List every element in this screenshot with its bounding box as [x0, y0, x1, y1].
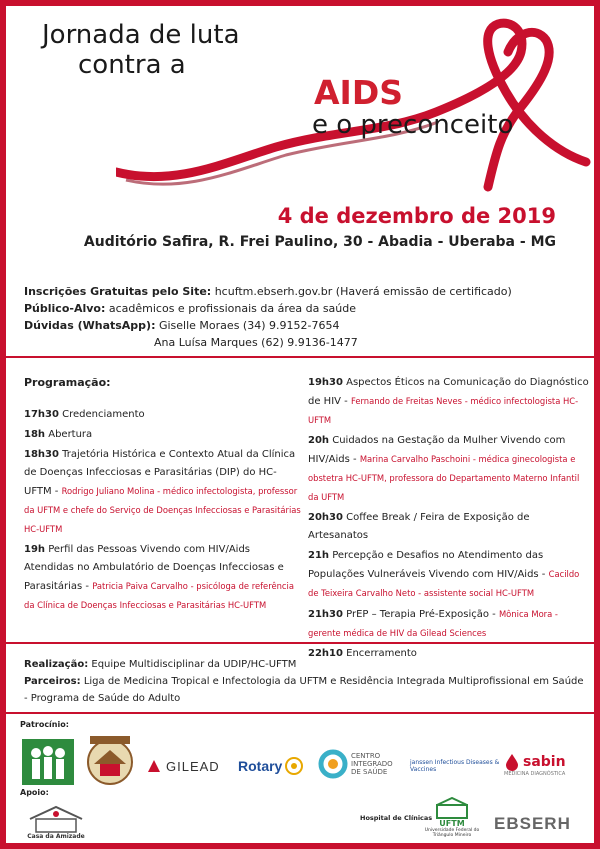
- speaker: Fernando de Freitas Neves - médico infectologista HC-UFTM: [308, 396, 579, 425]
- prog-item: 22h10 Encerramento: [308, 648, 417, 659]
- speaker: Mônica Mora - gerente médica de HIV da Gilead Sciences: [308, 609, 558, 638]
- divider-mid: [6, 642, 594, 644]
- event-title: [42, 20, 514, 140]
- prog-item: 20h30 Coffee Break / Feira de Exposição de Artesanatos: [308, 512, 530, 541]
- duvidas-value: Giselle Moraes (34) 9.9152-7654: [155, 319, 340, 332]
- centro-integrado-logo: CENTRO INTEGRADO DE SAÚDE: [318, 748, 401, 780]
- sabin-drop-icon: [504, 753, 520, 771]
- divider-bottom: [6, 712, 594, 714]
- prog-item: 19h Perfil das Pessoas Vivendo com HIV/Aids Atendidas no Ambulatório de Doenças Infecciosas e Parasitárias - Patricia Paiva Carvalho - psicóloga de referência da Clínica de Doenças Infecciosas e Parasitárias HC-UFTM: [24, 544, 294, 610]
- parceiros-label: Parceiros:: [24, 676, 81, 687]
- casa-amizade-logo: Casa da Amizade: [24, 802, 88, 842]
- prog-item: 19h30 Aspectos Éticos na Comunicação do Diagnóstico de HIV - Fernando de Freitas Neves - médico infectologista HC-UFTM: [308, 377, 589, 425]
- prog-item: 18h Abertura: [24, 429, 93, 440]
- title-line-2: contra a: [78, 50, 186, 80]
- event-date: 4 de dezembro de 2019: [277, 204, 556, 228]
- figures-logo-icon: [22, 739, 74, 785]
- publico-value: acadêmicos e profissionais da área da saúde: [105, 302, 357, 315]
- prog-item: 17h30 Credenciamento: [24, 409, 145, 420]
- inscricoes-value: hcuftm.ebserh.gov.br (Haverá emissão de certificado): [211, 285, 512, 298]
- prog-item: 21h Percepção e Desafios no Atendimento das Populações Vulneráveis Vivendo com HIV/Aids - Cacildo de Teixeira Carvalho Neto - assistente social HC-UFTM: [308, 550, 580, 598]
- patrocinio-label: Patrocínio:: [20, 720, 69, 729]
- title-line-1: Jornada de luta: [42, 20, 240, 50]
- parceiros-value: Liga de Medicina Tropical e Infectologia da UFTM e Residência Integrada Multiprofissional em Saúde - Programa de Saúde do Adulto: [24, 676, 584, 704]
- centro-integrado-icon: [318, 749, 348, 779]
- speaker: Cacildo de Teixeira Carvalho Neto - assistente social HC-UFTM: [308, 569, 580, 598]
- house-icon: [26, 805, 86, 833]
- sabin-logo: sabin MEDICINA DIAGNÓSTICA: [504, 754, 566, 777]
- speaker: Rodrigo Juliano Molina - médico infectologista, professor da UFTM e chefe do Serviço de Doenças Infecciosas e Parasitárias HC-UFTM: [24, 486, 301, 534]
- programacao-right: [308, 374, 590, 665]
- ebserh-logo: EBSERH: [494, 814, 571, 833]
- prog-item: 21h30 PrEP – Terapia Pré-Exposição - Mônica Mora - gerente médica de HIV da Gilead Sciences: [308, 609, 558, 638]
- janssen-logo: janssen Infectious Diseases & Vaccines: [410, 759, 500, 773]
- rotary-wheel-icon: [285, 757, 303, 775]
- uftm-icon: [435, 797, 469, 819]
- prog-item: 18h30 Trajetória Histórica e Contexto Atual da Clínica de Doenças Infecciosas e Parasitárias (DIP) do HC-UFTM - Rodrigo Juliano Molina - médico infectologista, professor da UFTM e chefe do Serviço de Doenças Infecciosas e Parasitárias HC-UFTM: [24, 449, 301, 534]
- programacao-title: Programação:: [24, 376, 111, 389]
- event-venue: Auditório Safira, R. Frei Paulino, 30 - Abadia - Uberaba - MG: [83, 234, 556, 250]
- title-line-3: e o preconceito: [312, 110, 514, 140]
- divider-top: [6, 356, 594, 358]
- gilead-icon: [146, 758, 162, 774]
- rotary-logo: Rotary: [238, 754, 303, 778]
- duvidas-label: Dúvidas (WhatsApp):: [24, 319, 156, 332]
- gilead-logo: GILEAD: [146, 754, 220, 778]
- apoio-label: Apoio:: [20, 788, 49, 797]
- realizacao-block: [24, 656, 584, 707]
- speaker: Patricia Paiva Carvalho - psicóloga de referência da Clínica de Doenças Infecciosas e Parasitárias HC-UFTM: [24, 581, 294, 610]
- title-aids: AIDS: [314, 73, 403, 112]
- hospital-label: Hospital de Clínicas: [360, 814, 433, 822]
- uftm-logo: UFTM Universidade Federal do Triângulo Mineiro: [424, 796, 480, 838]
- casa-produtor-logo-icon: [86, 734, 134, 786]
- duvidas-value-2: Ana Luísa Marques (62) 9.9136-1477: [154, 336, 358, 349]
- prog-item: 20h Cuidados na Gestação da Mulher Vivendo com HIV/Aids - Marina Carvalho Paschoini - médica ginecologista e obstetra HC-UFTM, professora do Departamento Materno Infantil da UFTM: [308, 435, 580, 502]
- speaker: Marina Carvalho Paschoini - médica ginecologista e obstetra HC-UFTM, professora do Departamento Materno Infantil da UFTM: [308, 454, 580, 502]
- realizacao-label: Realização:: [24, 659, 89, 670]
- programacao-left: [24, 374, 302, 617]
- publico-label: Público-Alvo:: [24, 302, 106, 315]
- realizacao-value: Equipe Multidisciplinar da UDIP/HC-UFTM: [88, 659, 297, 670]
- info-block: [24, 283, 512, 351]
- inscricoes-label: Inscrições Gratuitas pelo Site:: [24, 285, 212, 298]
